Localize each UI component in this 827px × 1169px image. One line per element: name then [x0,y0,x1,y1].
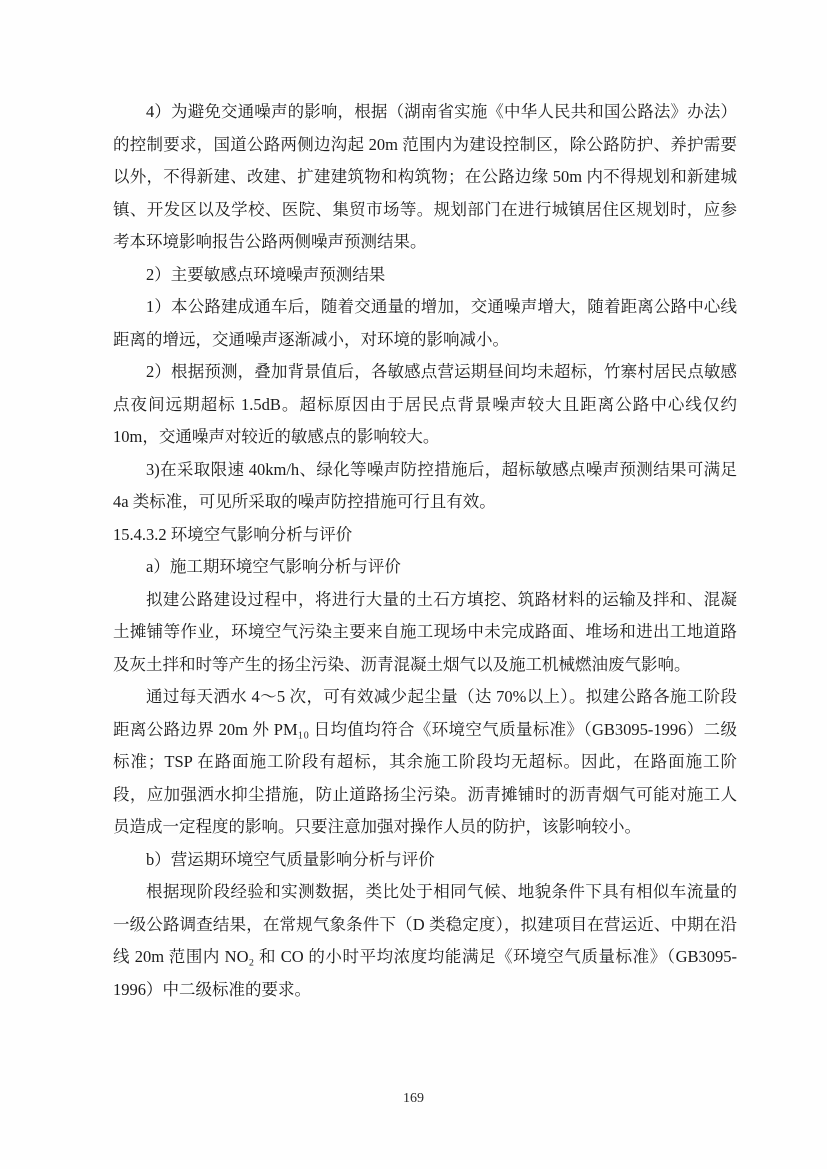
paragraph: 拟建公路建设过程中，将进行大量的土石方填挖、筑路材料的运输及拌和、混凝土摊铺等作业，环境空气污染主要来自施工现场中未完成路面、堆场和进出工地道路及灰土拌和时等产生的扬尘污染、沥青混凝土烟气以及施工机械燃油废气影响。 [113,589,737,674]
paragraph: 通过每天洒水 4～5 次，可有效减少起尘量（达 70%以上）。拟建公路各施工阶段距离公路边界 20m 外 PM₁₀ 日均值均符合《环境空气质量标准》（GB3095-1996）二级标准；TSP 在路面施工阶段有超标，其余施工阶段均无超标。因此，在路面施工阶段，应加强洒水抑尘措施，防止道路扬尘污染。沥青摊铺时的沥青烟气可能对施工人员造成一定程度的影响。只要注意加强对操作人员的防护，该影响较小。 [113,687,737,836]
paragraph: 根据现阶段经验和实测数据，类比处于相同气候、地貌条件下具有相似车流量的一级公路调查结果，在常规气象条件下（D 类稳定度），拟建项目在营运近、中期在沿线 20m 范围内 NO₂ 和 CO 的小时平均浓度均能满足《环境空气质量标准》（GB3095-1996）中二级标准的要求。 [113,882,737,999]
page-number: 169 [403,1091,424,1106]
paragraph: 1）本公路建成通车后，随着交通量的增加，交通噪声增大，随着距离公路中心线距离的增远，交通噪声逐渐减小，对环境的影响减小。 [113,297,737,349]
paragraph: 2）根据预测，叠加背景值后，各敏感点营运期昼间均未超标，竹寨村居民点敏感点夜间远期超标 1.5dB。超标原因由于居民点背景噪声较大且距离公路中心线仅约 10m，交通噪声对较近的敏感点的影响较大。 [113,362,737,446]
page-footer [0,1089,827,1109]
paragraph: 2）主要敏感点环境噪声预测结果 [146,264,386,284]
paragraph: 3)在采取限速 40km/h、绿化等噪声防控措施后，超标敏感点噪声预测结果可满足 4a 类标准，可见所采取的噪声防控措施可行且有效。 [113,459,737,511]
paragraph: a）施工期环境空气影响分析与评价 [146,557,401,576]
document-body [113,96,737,1006]
section-heading: 15.4.3.2 环境空气影响分析与评价 [113,524,353,544]
paragraph: b）营运期环境空气质量影响分析与评价 [146,849,435,869]
paragraph: 4）为避免交通噪声的影响，根据（湖南省实施《中华人民共和国公路法》办法）的控制要求，国道公路两侧边沟起 20m 范围内为建设控制区，除公路防护、养护需要以外，不得新建、改建、扩建建筑物和构筑物；在公路边缘 50m 内不得规划和新建城镇、开发区以及学校、医院、集贸市场等。规划部门在进行城镇居住区规划时，应参考本环境影响报告公路两侧噪声预测结果。 [113,102,737,251]
